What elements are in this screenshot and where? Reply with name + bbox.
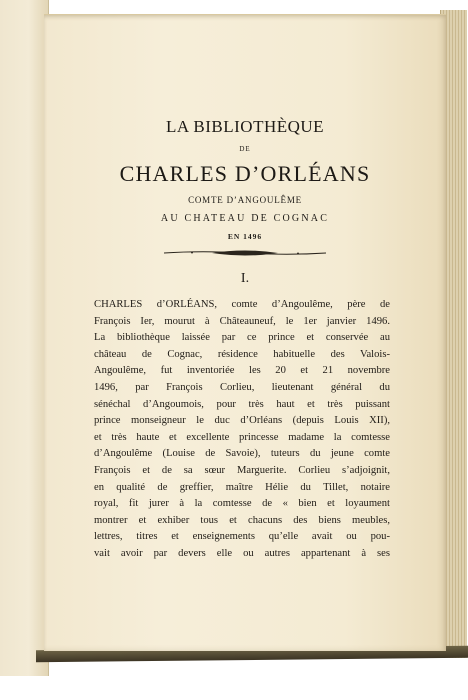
- body-line: 1496, par François Corlieu, lieutenant général du: [94, 381, 390, 393]
- body-line: vait avoir par devers elle ou autres appartenant à ses: [94, 547, 390, 559]
- title-heading: LA BIBLIOTHÈQUE: [165, 117, 325, 136]
- body-paragraph: [94, 297, 390, 563]
- title-name: CHARLES D’ORLÉANS: [119, 161, 371, 186]
- section-numeral: I.: [240, 271, 250, 286]
- body-line: en qualité de greffier, maître Hélie du Tillet, notaire: [94, 481, 390, 493]
- book-back-cover: [0, 0, 49, 676]
- title-year: EN 1496: [227, 232, 263, 241]
- body-line: sénéchal d’Angoumois, pour très haut et très puissant: [94, 398, 390, 410]
- title-place: AU CHATEAU DE COGNAC: [160, 213, 330, 224]
- book-page: [44, 14, 446, 651]
- body-line: lettres, titres et enseignements qu’elle avait ou pou-: [94, 531, 390, 543]
- body-line: château de Cognac, résidence habituelle des Valois-: [94, 348, 390, 360]
- body-line: François et de sa sœur Marguerite. Corlieu s’adjoignit,: [94, 464, 390, 476]
- body-line: François Ier, mourut à Châteauneuf, le 1er janvier 1496.: [94, 315, 390, 327]
- body-line: Angoulême, fut inventoriée les 20 et 21 novembre: [94, 365, 390, 377]
- body-line: montrer et exhiber tous et chacuns des biens meubles,: [94, 514, 390, 526]
- body-line: prince monseigneur le duc d’Orléans (depuis Louis XII),: [94, 415, 390, 427]
- title-subtitle: COMTE D’ANGOULÊME: [188, 195, 302, 205]
- title-connector: DE: [239, 145, 251, 153]
- body-line: royal, fit jurer à la comtesse de « bien et loyaument: [94, 498, 390, 510]
- body-line: d’Angoulême (Louise de Savoie), tuteurs du jeune comte: [94, 448, 390, 460]
- body-line: CHARLES d’ORLÉANS, comte d’Angoulême, père de: [94, 299, 390, 310]
- ornamental-rule: [162, 247, 328, 259]
- body-line: La bibliothèque laissée par ce prince et conservée au: [94, 332, 390, 344]
- body-line: et très haute et excellente princesse madame la comtesse: [94, 431, 390, 443]
